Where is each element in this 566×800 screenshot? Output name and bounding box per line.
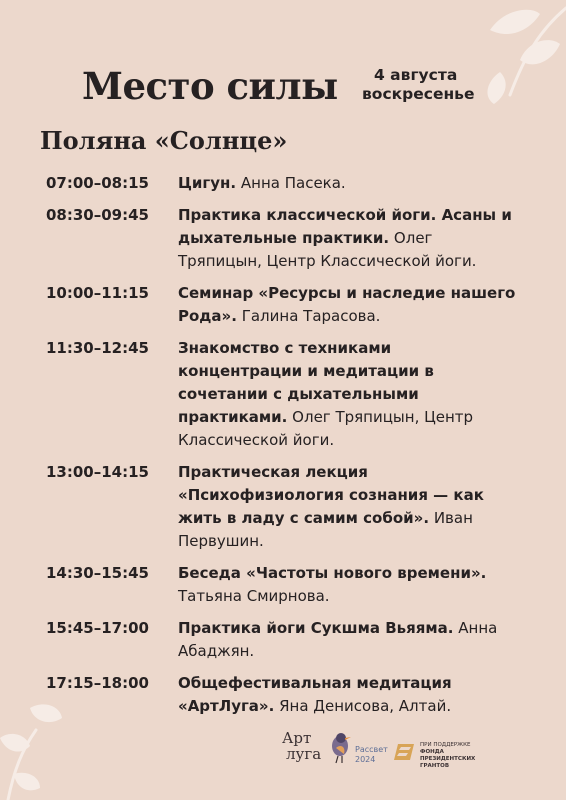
- schedule-item: [46, 282, 516, 328]
- venue-title: Поляна «Солнце»: [40, 126, 288, 155]
- schedule-event: Знакомство с техниками концентрации и медитации в сочетании с дыхательными практиками.: [178, 339, 434, 426]
- schedule-event: Практика йоги Сукшма Вьяяма.: [178, 619, 454, 637]
- schedule-item: [46, 337, 516, 452]
- schedule-speaker: Татьяна Смирнова.: [178, 587, 330, 605]
- grant-line-4: ГРАНТОВ: [420, 763, 450, 769]
- schedule-time: 14:30–15:45: [46, 564, 149, 582]
- schedule-speaker: Анна Пасека.: [240, 174, 346, 192]
- schedule-time: 17:15–18:00: [46, 674, 149, 692]
- schedule-time: 11:30–12:45: [46, 339, 149, 357]
- schedule-item: [46, 461, 516, 553]
- season-name: Рассвет: [355, 745, 388, 754]
- schedule-item: [46, 617, 516, 663]
- schedule-speaker: Олег Тряпицын, Центр Классической йоги.: [178, 408, 474, 449]
- schedule-event: Цигун.: [178, 174, 237, 192]
- schedule-event: Общефестивальная медитация «АртЛуга».: [178, 674, 452, 715]
- schedule-event: Практика классической йоги. Асаны и дыхательные практики.: [178, 206, 512, 247]
- grant-line-2: ФОНДА: [420, 749, 444, 755]
- schedule-event: Беседа «Частоты нового времени».: [178, 564, 487, 582]
- schedule-item: [46, 204, 516, 273]
- schedule-speaker: Анна Абаджян.: [178, 619, 498, 660]
- grant-line-1: ПРИ ПОДДЕРЖКЕ: [420, 742, 471, 748]
- schedule-item: [46, 672, 516, 718]
- leaf-decoration-top: [470, 0, 566, 110]
- schedule-time: 15:45–17:00: [46, 619, 149, 637]
- schedule-event: Практическая лекция «Психофизиология сознания — как жить в ладу с самим собой».: [178, 463, 484, 527]
- grants-fund-label: [420, 742, 475, 770]
- bird-logo-icon: [330, 730, 354, 764]
- season-label: [355, 745, 388, 765]
- schedule-item: [46, 172, 516, 195]
- schedule-list: [46, 172, 516, 727]
- logo-line-1: Арт: [282, 729, 312, 747]
- event-date: [362, 66, 475, 104]
- season-year: 2024: [355, 755, 376, 764]
- schedule-item: [46, 562, 516, 608]
- schedule-event: Семинар «Ресурсы и наследие нашего Рода».: [178, 284, 516, 325]
- schedule-speaker: Яна Денисова, Алтай.: [279, 697, 452, 715]
- date-day: 4 августа: [374, 66, 458, 84]
- date-weekday: воскресенье: [362, 85, 475, 103]
- grants-fund-icon: [394, 742, 416, 762]
- schedule-speaker: Иван Первушин.: [178, 509, 473, 550]
- artluga-logo: [282, 730, 321, 762]
- schedule-time: 13:00–14:15: [46, 463, 149, 481]
- logo-line-2: луга: [286, 745, 322, 763]
- schedule-time: 07:00–08:15: [46, 174, 149, 192]
- page-title: Место силы: [82, 64, 338, 108]
- schedule-time: 10:00–11:15: [46, 284, 149, 302]
- schedule-speaker: Галина Тарасова.: [241, 307, 381, 325]
- schedule-time: 08:30–09:45: [46, 206, 149, 224]
- schedule-speaker: Олег Тряпицын, Центр Классической йоги.: [178, 229, 477, 270]
- grant-line-3: ПРЕЗИДЕНТСКИХ: [420, 756, 476, 762]
